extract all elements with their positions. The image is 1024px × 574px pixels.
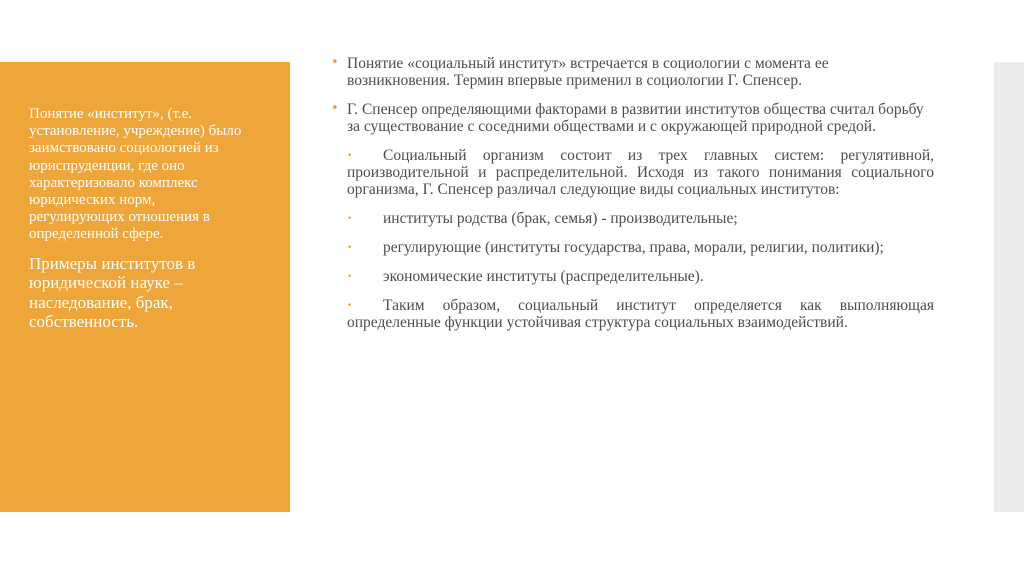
right-text-block xyxy=(331,55,934,343)
bullet-icon: • xyxy=(347,214,353,224)
left-paragraph-examples: Примеры институтов в юридической науке – наследование, брак, собственность. xyxy=(29,253,196,332)
bullet-item xyxy=(331,297,934,331)
bullet-icon: • xyxy=(331,101,339,116)
bullet-item xyxy=(331,268,934,285)
bullet-text: Понятие «социальный институт» встречается в социологии с момента ее возникновения. Термин впервые применил в социологии Г. Спенсер. xyxy=(347,55,829,89)
bullet-icon: • xyxy=(347,243,353,253)
bullet-icon: • xyxy=(347,301,353,311)
bullet-item xyxy=(331,239,934,256)
left-paragraph-definition: Понятие «институт», (т.е. установление, учреждение) было заимствовано социологией из юриспруденции, где оно характеризовало комплекс юридических норм, регулирующих отношения в определенной сфере. xyxy=(29,106,242,243)
right-gray-strip xyxy=(994,62,1024,512)
bullet-text: экономические институты (распределительные). xyxy=(383,268,704,285)
bullet-text: Социальный организм состоит из трех главных систем: регулятивной, производительной и распределительной. Исходя из такого понимания социального организма, Г. Спенсер различал следующие виды социальных институтов: xyxy=(347,147,934,198)
bullet-item xyxy=(331,55,934,89)
bullet-text: институты родства (брак, семья) - производительные; xyxy=(383,210,738,227)
bullet-text: Г. Спенсер определяющими факторами в развитии институтов общества считал борьбу за существование с соседними обществами и с окружающей природной средой. xyxy=(347,101,924,135)
left-text-block xyxy=(29,106,254,332)
bullet-text: регулирующие (институты государства, права, морали, религии, политики); xyxy=(383,239,884,256)
bullet-item xyxy=(331,147,934,198)
bullet-item xyxy=(331,210,934,227)
bullet-icon: • xyxy=(347,151,353,161)
bullet-icon: • xyxy=(331,55,339,70)
bullet-text: Таким образом, социальный институт определяется как выполняющая определенные функции устойчивая структура социальных взаимодействий. xyxy=(347,297,934,331)
bullet-item xyxy=(331,101,934,135)
bullet-icon: • xyxy=(347,272,353,282)
